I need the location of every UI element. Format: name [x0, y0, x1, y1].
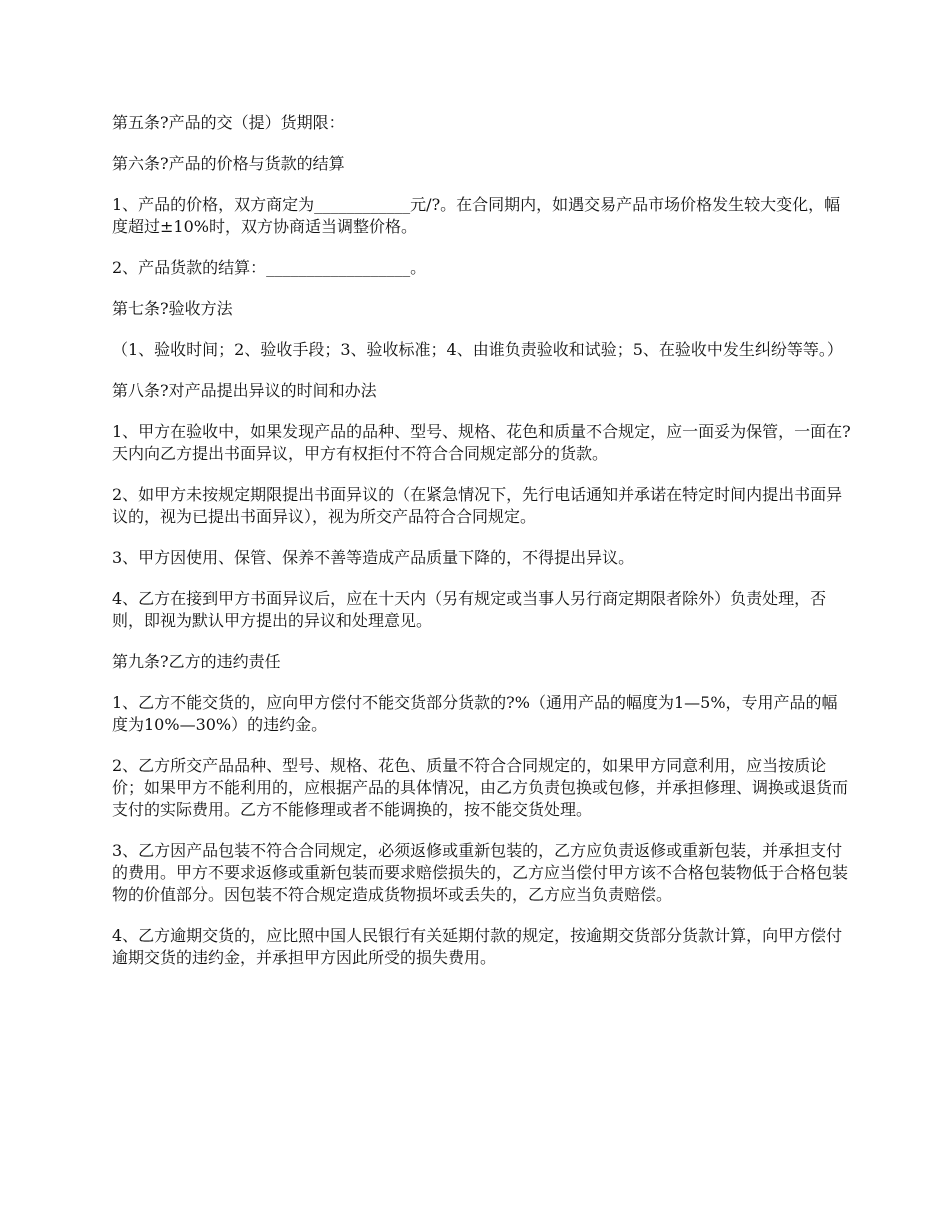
- article-9-heading: 第九条?乙方的违约责任: [112, 652, 281, 671]
- article-6-clause-2: 2、产品货款的结算：__________________。: [112, 258, 427, 277]
- article-7-note: （1、验收时间；2、验收手段；3、验收标准；4、由谁负责验收和试验；5、在验收中发生纠纷等等。）: [112, 340, 843, 359]
- article-8-heading: 第八条?对产品提出异议的时间和办法: [112, 381, 377, 400]
- document-page: [112, 112, 852, 988]
- article-9-clause-3: 3、乙方因产品包装不符合合同规定，必须返修或重新包装的，乙方应负责返修或重新包装，并承担支付的费用。甲方不要求返修或重新包装而要求赔偿损失的，乙方应当偿付甲方该不合格包装物低于合格包装物的价值部分。因包装不符合规定造成货物损坏或丢失的，乙方应当负责赔偿。: [112, 841, 849, 904]
- article-6-heading: 第六条?产品的价格与货款的结算: [112, 154, 345, 173]
- article-9-clause-4: 4、乙方逾期交货的，应比照中国人民银行有关延期付款的规定，按逾期交货部分货款计算，向甲方偿付逾期交货的违约金，并承担甲方因此所受的损失费用。: [112, 926, 843, 967]
- article-6-clause-1: 1、产品的价格，双方商定为____________元/?。在合同期内，如遇交易产品市场价格发生较大变化，幅度超过±10%时，双方协商适当调整价格。: [112, 195, 841, 236]
- article-5-heading: 第五条?产品的交（提）货期限：: [112, 113, 345, 132]
- article-8-clause-2: 2、如甲方未按规定期限提出书面异议的（在紧急情况下，先行电话通知并承诺在特定时间内提出书面异议的，视为已提出书面异议），视为所交产品符合合同规定。: [112, 485, 843, 526]
- article-8-clause-1: 1、甲方在验收中，如果发现产品的品种、型号、规格、花色和质量不合规定，应一面妥为保管，一面在?天内向乙方提出书面异议，甲方有权拒付不符合合同规定部分的货款。: [112, 422, 851, 463]
- article-9-clause-2: 2、乙方所交产品品种、型号、规格、花色、质量不符合合同规定的，如果甲方同意利用，应当按质论价；如果甲方不能利用的，应根据产品的具体情况，由乙方负责包换或包修，并承担修理、调换或退货而支付的实际费用。乙方不能修理或者不能调换的，按不能交货处理。: [112, 756, 849, 819]
- article-8-clause-4: 4、乙方在接到甲方书面异议后，应在十天内（另有规定或当事人另行商定期限者除外）负责处理，否则，即视为默认甲方提出的异议和处理意见。: [112, 589, 827, 630]
- article-8-clause-3: 3、甲方因使用、保管、保养不善等造成产品质量下降的，不得提出异议。: [112, 548, 635, 567]
- article-9-clause-1: 1、乙方不能交货的，应向甲方偿付不能交货部分货款的?%（通用产品的幅度为1—5%，专用产品的幅度为10%—30%）的违约金。: [112, 693, 838, 734]
- article-7-heading: 第七条?验收方法: [112, 299, 233, 318]
